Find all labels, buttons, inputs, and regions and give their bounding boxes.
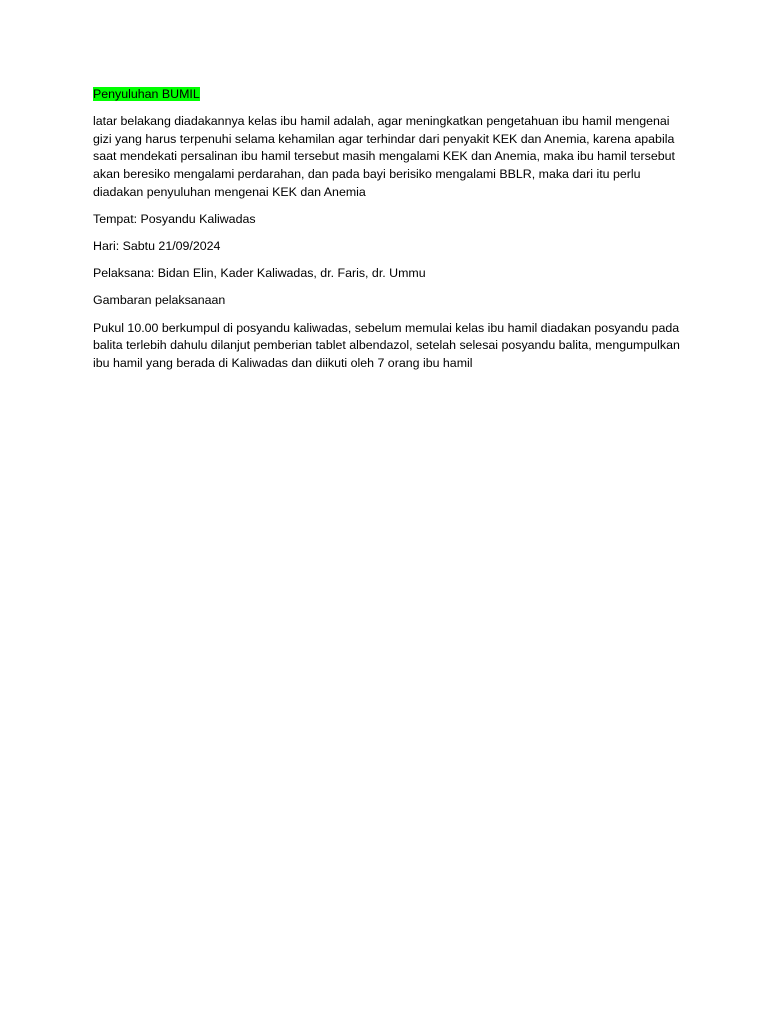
background-paragraph: latar belakang diadakannya kelas ibu hamil adalah, agar meningkatkan pengetahuan ibu hamil mengenai gizi yang harus terpenuhi selama kehamilan agar terhindar dari penyakit KEK dan Anemia, karena apabila saat mendekati persalinan ibu hamil tersebut masih mengalami KEK dan Anemia, maka ibu hamil tersebut akan beresiko mengalami perdarahan, dan pada bayi berisiko mengalami BBLR, maka dari itu perlu diadakan penyuluhan mengenai KEK dan Anemia <box>93 114 675 199</box>
document-title-line <box>93 86 683 104</box>
overview-heading: Gambaran pelaksanaan <box>93 293 226 308</box>
organizers-line: Pelaksana: Bidan Elin, Kader Kaliwadas, dr. Faris, dr. Ummu <box>93 266 426 281</box>
document-body <box>93 86 683 382</box>
overview-paragraph: Pukul 10.00 berkumpul di posyandu kaliwadas, sebelum memulai kelas ibu hamil diadakan posyandu pada balita terlebih dahulu dilanjut pemberian tablet albendazol, setelah selesai posyandu balita, mengumpulkan ibu hamil yang berada di Kaliwadas dan diikuti oleh 7 orang ibu hamil <box>93 320 680 370</box>
place-line: Tempat: Posyandu Kaliwadas <box>93 211 256 226</box>
day-line: Hari: Sabtu 21/09/2024 <box>93 238 221 253</box>
document-title: Penyuluhan BUMIL <box>93 87 200 101</box>
